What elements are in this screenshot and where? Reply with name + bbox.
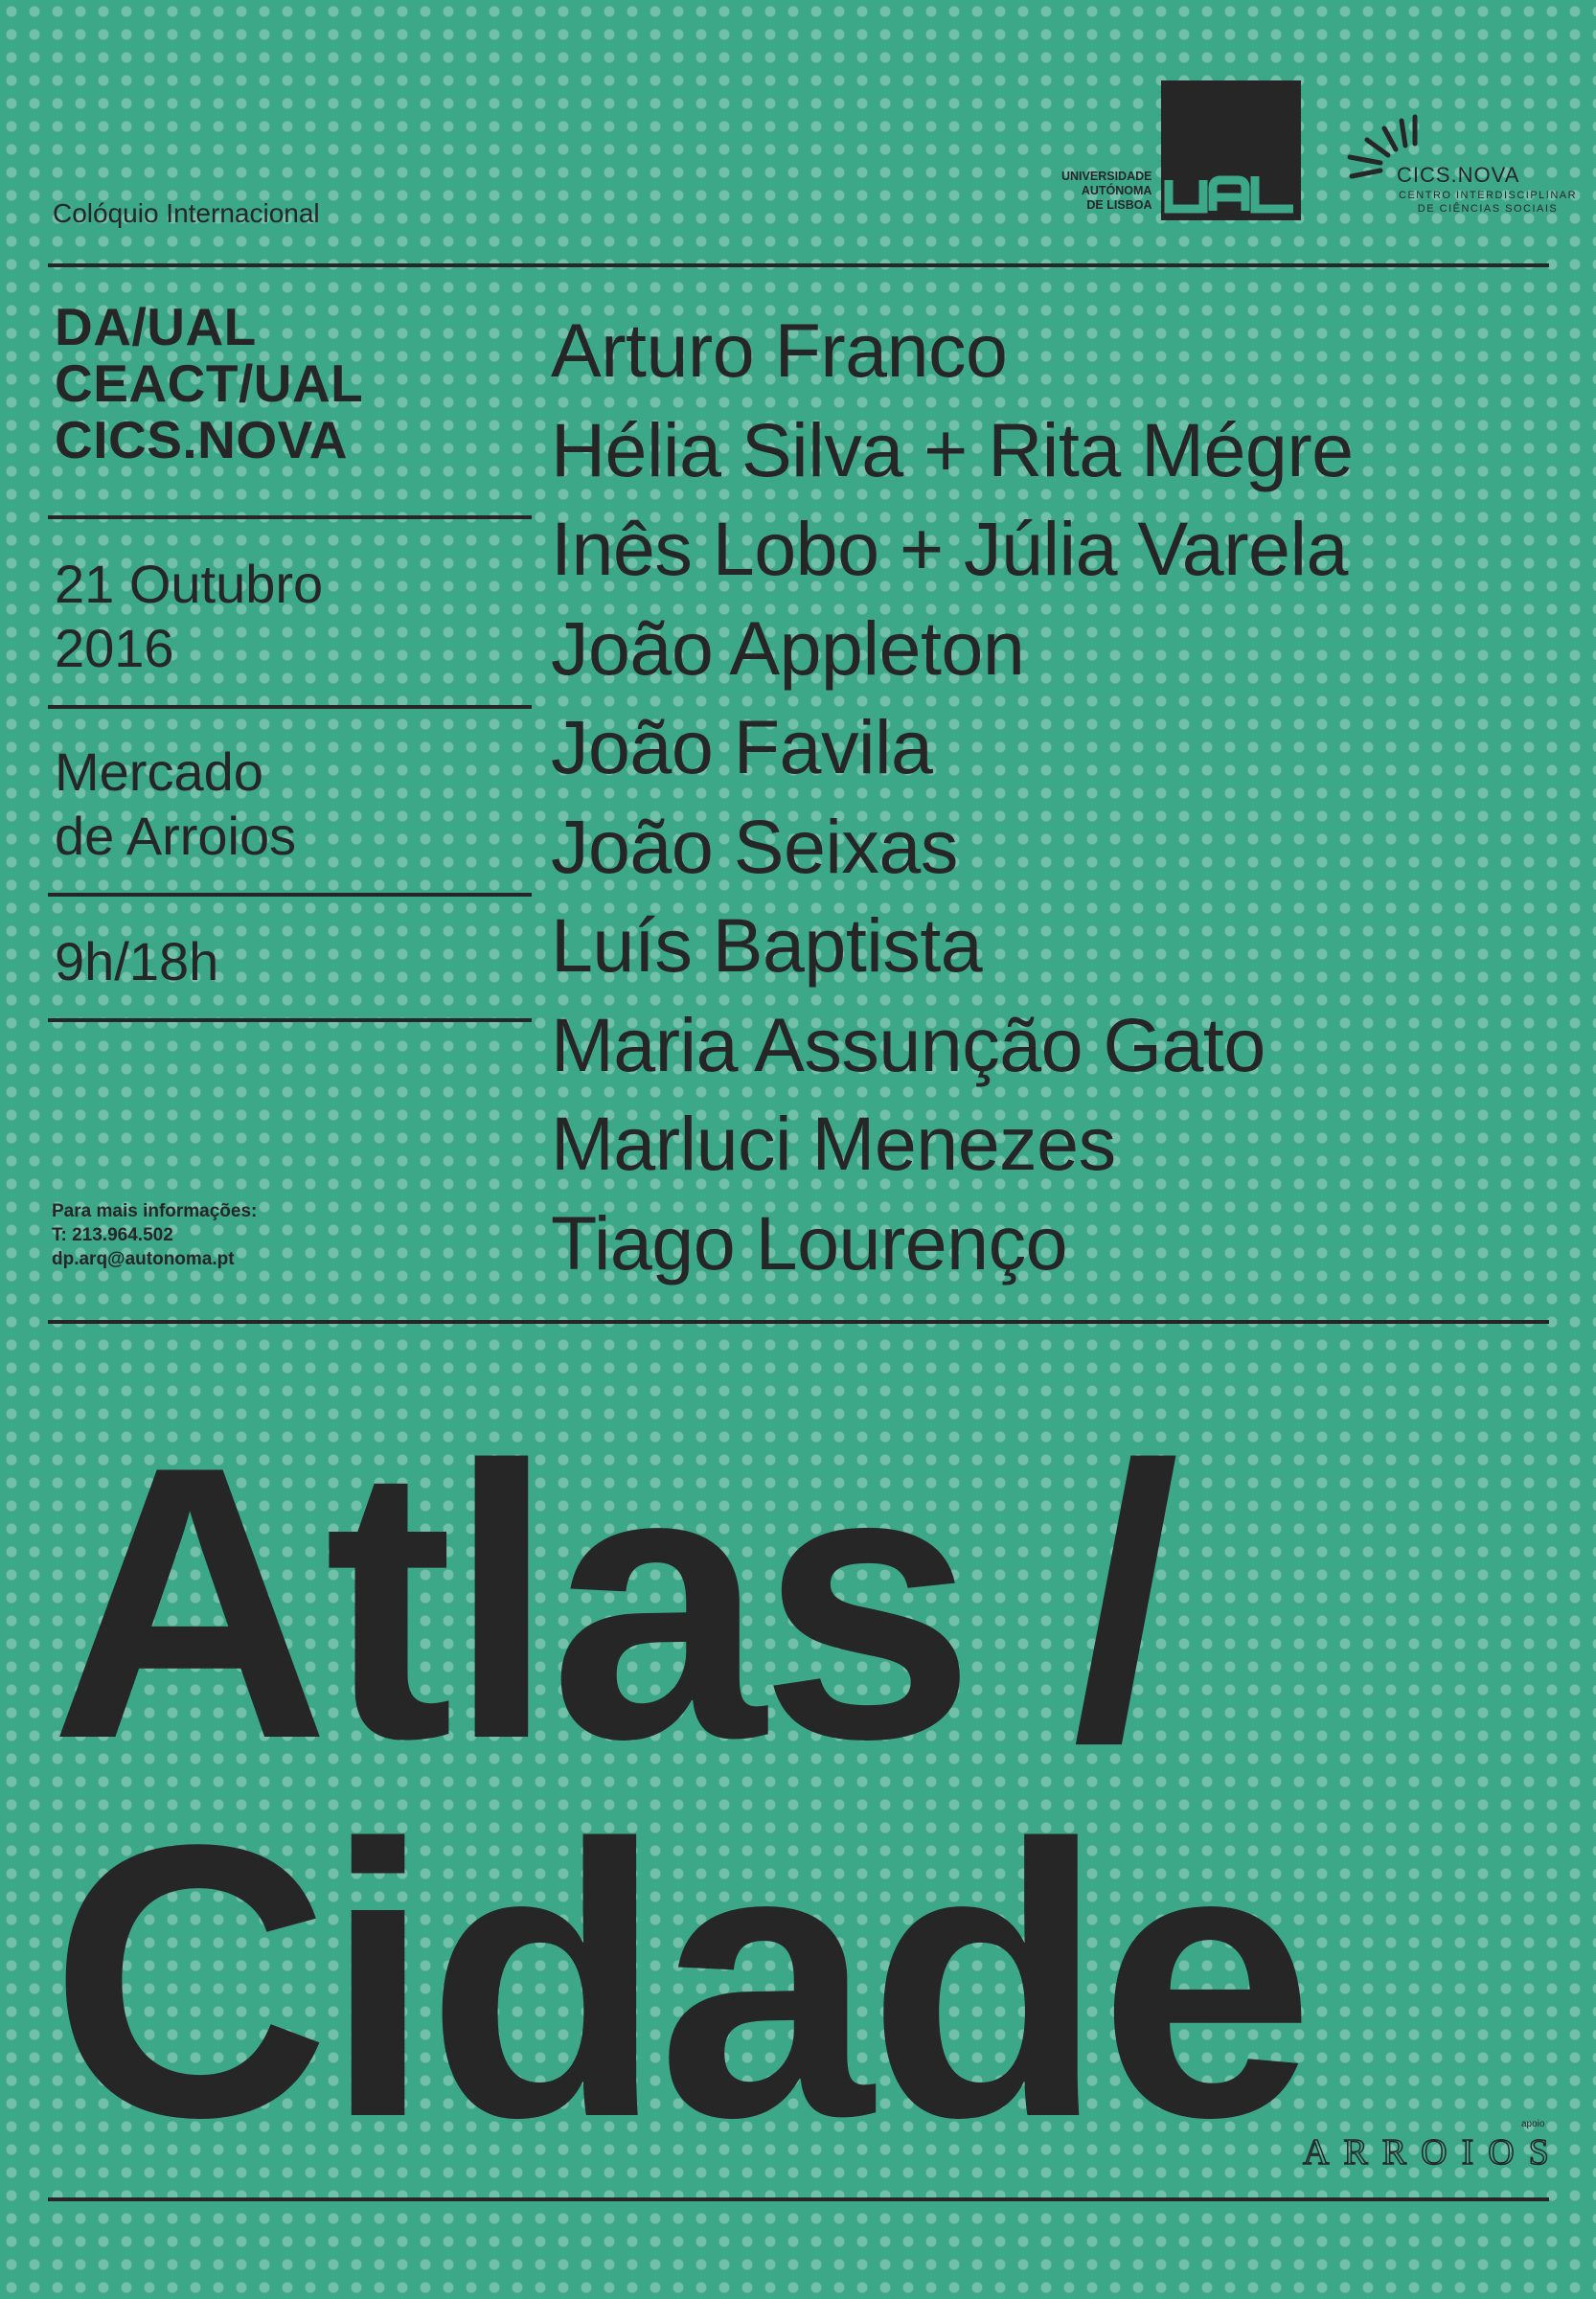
organizer-3: CICS.NOVA — [55, 410, 349, 469]
speaker-item: Hélia Silva + Rita Mégre — [551, 406, 1354, 492]
middle-rule — [48, 1320, 1549, 1324]
contact-email[interactable]: dp.arq@autonoma.pt — [52, 1249, 235, 1269]
speaker-item: Maria Assunção Gato — [551, 1001, 1265, 1087]
cics-nova-subtitle: CENTRO INTERDISCIPLINAR DE CIÊNCIAS SOCIAIS — [1399, 190, 1578, 215]
event-venue: Mercado de Arroios — [55, 741, 297, 866]
speaker-list — [551, 301, 1354, 1292]
speaker-item: João Favila — [551, 704, 933, 789]
top-rule — [48, 263, 1549, 267]
contact-info — [52, 1199, 257, 1271]
arroios-logo: ARROIOS — [1303, 2132, 1563, 2173]
poster-title — [50, 1385, 1310, 2197]
support-label: apoio — [1521, 2119, 1545, 2129]
divider — [48, 893, 532, 897]
bottom-rule — [48, 2197, 1549, 2201]
divider — [48, 1018, 532, 1022]
speaker-item: Inês Lobo + Júlia Varela — [551, 506, 1348, 591]
speaker-item: Luís Baptista — [551, 902, 983, 988]
organizers — [55, 299, 363, 468]
organizer-2: CEACT/UAL — [55, 353, 364, 413]
event-hours: 9h/18h — [55, 931, 219, 991]
contact-label: Para mais informações: — [52, 1201, 258, 1221]
divider — [48, 705, 532, 709]
event-date: 21 Outubro 2016 — [55, 554, 324, 678]
cics-nova-name: CICS.NOVA — [1397, 163, 1520, 187]
divider — [48, 515, 532, 519]
event-type: Colóquio Internacional — [53, 198, 320, 228]
ual-logo-text: UNIVERSIDADE AUTÓNOMA DE LISBOA — [1061, 170, 1152, 212]
speaker-item: João Appleton — [551, 604, 1025, 691]
speaker-item: Tiago Lourenço — [551, 1199, 1068, 1286]
title-line-1: Atlas / — [50, 1385, 1174, 1819]
speaker-item: João Seixas — [551, 803, 958, 889]
ual-logo — [1061, 80, 1301, 220]
speaker-item: Marluci Menezes — [551, 1101, 1116, 1186]
ual-logo-mark — [1161, 80, 1301, 220]
title-line-2: Cidade — [50, 1764, 1310, 2197]
organizer-1: DA/UAL — [55, 297, 257, 356]
speaker-item: Arturo Franco — [551, 307, 1008, 393]
contact-phone: T: 213.964.502 — [52, 1225, 173, 1245]
